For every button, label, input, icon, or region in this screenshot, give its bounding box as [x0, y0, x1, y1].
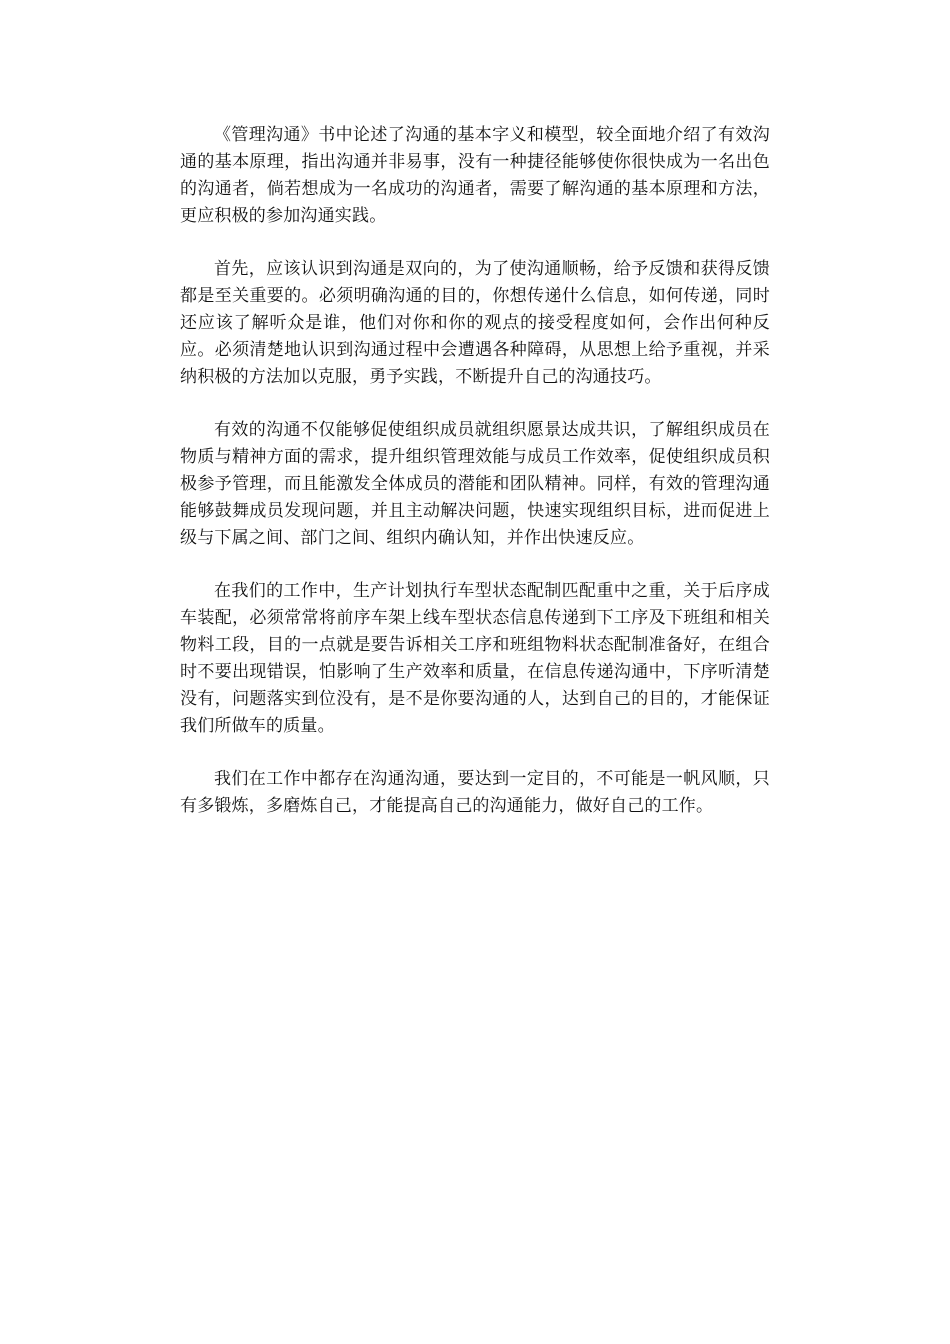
document-body: [180, 122, 770, 846]
paragraph-5: 我们在工作中都存在沟通沟通，要达到一定目的，不可能是一帆风顺，只有多锻炼，多磨炼自己，才能提高自己的沟通能力，做好自己的工作。: [180, 769, 770, 816]
paragraph-4: 在我们的工作中，生产计划执行车型状态配制匹配重中之重，关于后序成车装配，必须常常将前序车架上线车型状态信息传递到下工序及下班组和相关物料工段，目的一点就是要告诉相关工序和班组物料状态配制准备好，在组合时不要出现错误，怕影响了生产效率和质量，在信息传递沟通中，下序听清楚没有，问题落实到位没有，是不是你要沟通的人，达到自己的目的，才能保证我们所做车的质量。: [180, 581, 770, 736]
paragraph-1: 《管理沟通》书中论述了沟通的基本字义和模型，较全面地介绍了有效沟通的基本原理，指出沟通并非易事，没有一种捷径能够使你很快成为一名出色的沟通者，倘若想成为一名成功的沟通者，需要了解沟通的基本原理和方法，更应积极的参加沟通实践。: [180, 125, 770, 226]
paragraph-2: 首先，应该认识到沟通是双向的，为了使沟通顺畅，给予反馈和获得反馈都是至关重要的。必须明确沟通的目的，你想传递什么信息，如何传递，同时还应该了解听众是谁，他们对你和你的观点的接受程度如何，会作出何种反应。必须清楚地认识到沟通过程中会遭遇各种障碍，从思想上给予重视，并采纳积极的方法加以克服，勇予实践，不断提升自己的沟通技巧。: [180, 259, 770, 387]
paragraph-3: 有效的沟通不仅能够促使组织成员就组织愿景达成共识，了解组织成员在物质与精神方面的需求，提升组织管理效能与成员工作效率，促使组织成员积极参予管理，而且能激发全体成员的潜能和团队精神。同样，有效的管理沟通能够鼓舞成员发现问题，并且主动解决问题，快速实现组织目标，进而促进上级与下属之间、部门之间、组织内确认知，并作出快速反应。: [180, 420, 770, 548]
